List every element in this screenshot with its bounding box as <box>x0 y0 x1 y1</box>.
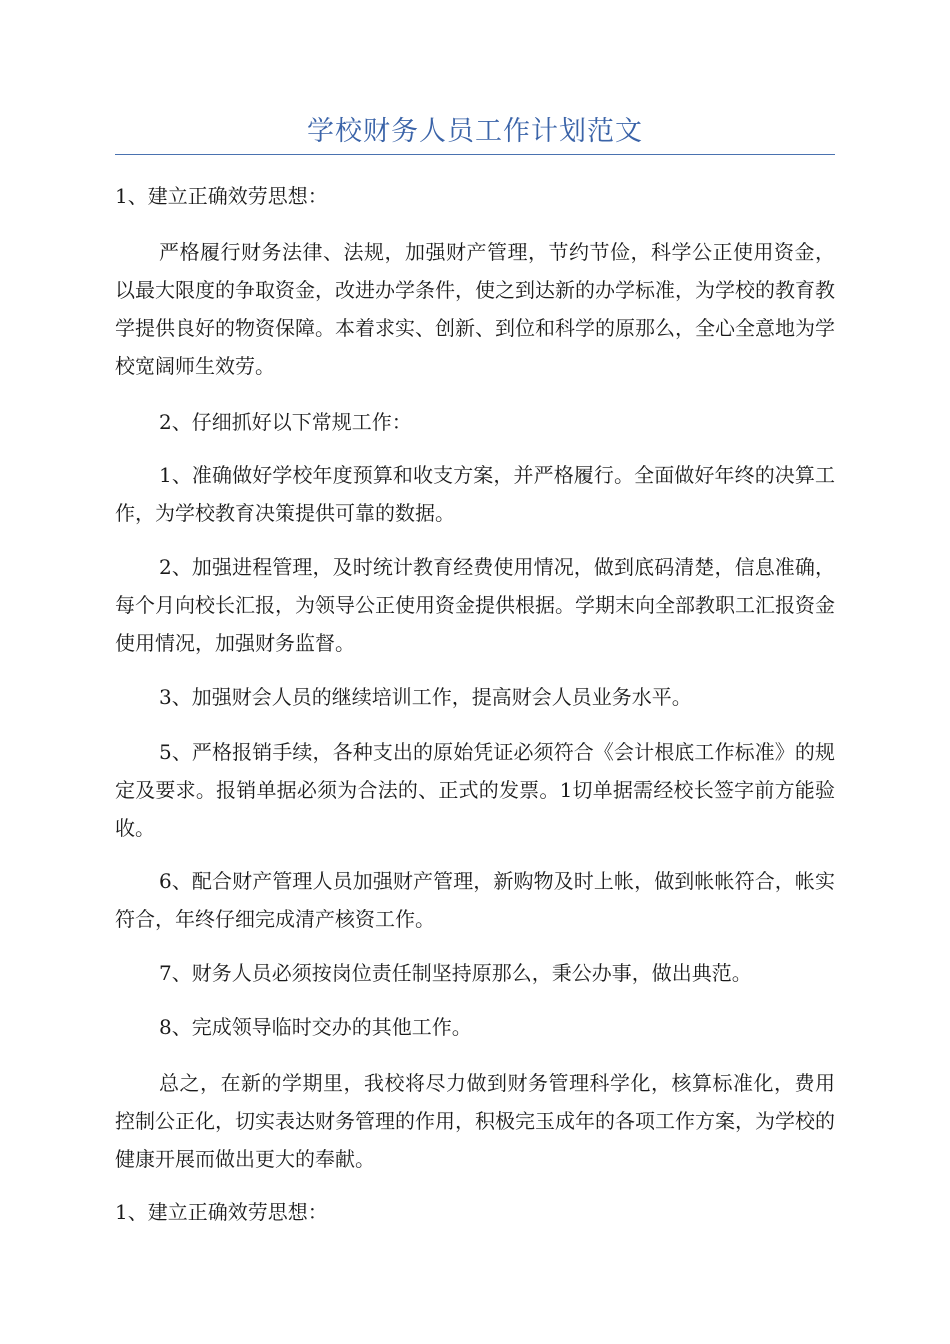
paragraph: 总之，在新的学期里，我校将尽力做到财务管理科学化，核算标准化，费用控制公正化，切实表达财务管理的作用，积极完玉成年的各项工作方案，为学校的健康开展而做出更大的奉献。 <box>115 1071 835 1171</box>
title-underline <box>115 154 835 155</box>
paragraph: 3、加强财会人员的继续培训工作，提高财会人员业务水平。 <box>159 685 692 709</box>
paragraph: 1、准确做好学校年度预算和收支方案，并严格履行。全面做好年终的决算工作，为学校教育决策提供可靠的数据。 <box>115 463 835 525</box>
document-title: 学校财务人员工作计划范文 <box>307 116 643 147</box>
paragraph: 8、完成领导临时交办的其他工作。 <box>159 1015 472 1039</box>
paragraph: 2、仔细抓好以下常规工作： <box>159 410 412 434</box>
section-heading: 1、建立正确效劳思想： <box>115 184 328 208</box>
paragraph: 6、配合财产管理人员加强财产管理，新购物及时上帐，做到帐帐符合，帐实符合，年终仔细完成清产核资工作。 <box>115 869 835 931</box>
paragraph: 5、严格报销手续，各种支出的原始凭证必须符合《会计根底工作标准》的规定及要求。报销单据必须为合法的、正式的发票。1切单据需经校长签字前方能验收。 <box>115 740 835 840</box>
paragraph: 7、财务人员必须按岗位责任制坚持原那么，秉公办事，做出典范。 <box>159 961 752 985</box>
paragraph: 严格履行财务法律、法规，加强财产管理，节约节俭，科学公正使用资金，以最大限度的争取资金，改进办学条件，使之到达新的办学标准，为学校的教育教学提供良好的物资保障。本着求实、创新、到位和科学的原那么，全心全意地为学校宽阔师生效劳。 <box>115 240 835 378</box>
paragraph: 2、加强进程管理，及时统计教育经费使用情况，做到底码清楚，信息准确，每个月向校长汇报，为领导公正使用资金提供根据。学期末向全部教职工汇报资金使用情况，加强财务监督。 <box>115 555 835 655</box>
section-heading: 1、建立正确效劳思想： <box>115 1200 328 1224</box>
